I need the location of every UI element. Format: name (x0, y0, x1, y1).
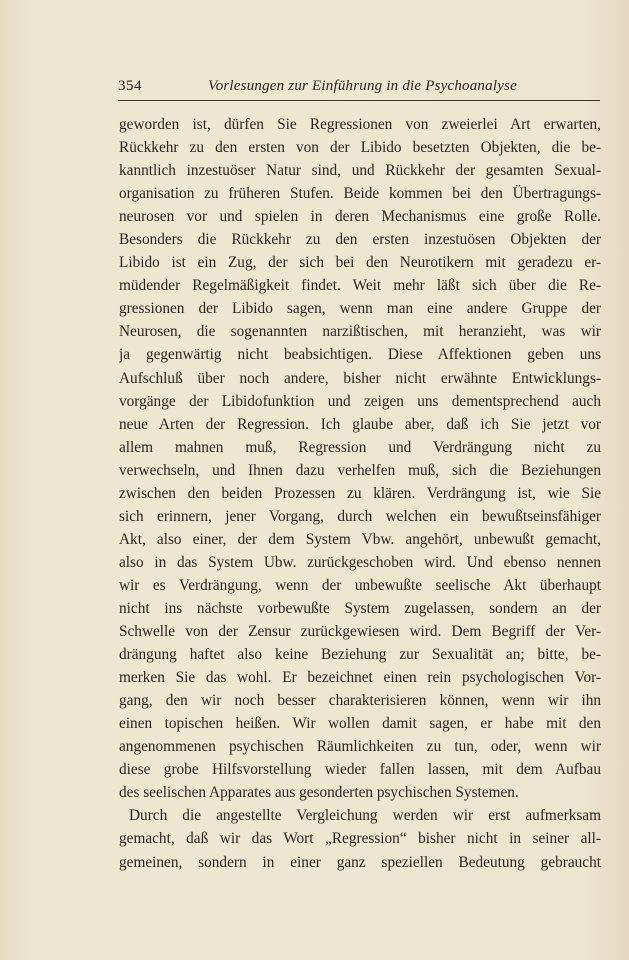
text-line: müdender Regelmäßigkeit findet. Weit mehr läßt sich über die Re- (119, 277, 601, 295)
text-line: Besonders die Rückkehr zu den ersten inzestuösen Objekten der (119, 231, 601, 249)
text-line: einen topischen heißen. Wir wollen damit sagen, er habe mit den (119, 715, 601, 733)
text-line: neurosen vor und spielen in deren Mechanismus eine große Rolle. (119, 208, 601, 226)
text-line: drängung haftet also keine Beziehung zur Sexualität an; bitte, be- (119, 646, 601, 664)
text-line: zwischen den beiden Prozessen zu klären. Verdrängung ist, wie Sie (119, 484, 601, 502)
text-line: organisation zu früheren Stufen. Beide kommen bei den Übertragungs- (119, 185, 601, 203)
text-line: Rückkehr zu den ersten von der Libido besetzten Objekten, die be- (119, 139, 601, 157)
text-line: kanntlich inzestuöser Natur sind, und Rückkehr der gesamten Sexual- (119, 162, 601, 180)
text-line: Libido ist ein Zug, der sich bei den Neurotikern mit geradezu er- (119, 254, 601, 272)
text-line: diese grobe Hilfsvorstellung wieder fallen lassen, mit dem Aufbau (119, 761, 601, 779)
text-line: Schwelle von der Zensur zurückgewiesen wird. Dem Begriff der Ver- (119, 623, 601, 641)
text-line: verwechseln, und Ihnen dazu verhelfen muß, sich die Beziehungen (119, 461, 601, 479)
text-line: Aufschluß über noch andere, bisher nicht erwähnte Entwicklungs- (119, 369, 601, 387)
text-line: Akt, also einer, der dem System Vbw. angehört, unbewußt gemacht, (119, 530, 601, 548)
text-line: allem mahnen muß, Regression und Verdrängung nicht zu (119, 438, 601, 456)
text-line: also in das System Ubw. zurückgeschoben wird. Und ebenso nennen (119, 553, 601, 571)
text-line: merken Sie das wohl. Er bezeichnet einen rein psychologischen Vor- (119, 669, 601, 687)
text-line: angenommenen psychischen Räumlichkeiten zu tun, oder, wenn wir (119, 738, 601, 756)
text-line: gressionen der Libido sagen, wenn man eine andere Gruppe der (119, 300, 601, 318)
text-line: Neurosen, die sogenannten narzißtischen, mit heranzieht, was wir (119, 323, 601, 341)
running-title: Vorlesungen zur Einführung in die Psychoanalyse (208, 78, 517, 94)
body-text (119, 113, 601, 874)
text-line: Durch die angestellte Vergleichung werden wir erst aufmerksam (129, 807, 601, 825)
text-line: wir es Verdrängung, wenn der unbewußte seelische Akt überhaupt (119, 576, 601, 594)
text-line: ja gegenwärtig nicht beabsichtigen. Diese Affektionen geben uns (119, 346, 601, 364)
page-number: 354 (118, 78, 142, 94)
text-line: gemacht, daß wir das Wort „Regression“ bisher nicht in seiner all- (119, 830, 601, 848)
page-header (118, 78, 600, 101)
text-line: neue Arten der Regression. Ich glaube aber, daß ich Sie jetzt vor (119, 415, 601, 433)
text-line: gang, den wir noch besser charakterisieren können, wenn wir ihn (119, 692, 601, 710)
text-line: gemeinen, sondern in einer ganz speziellen Bedeutung gebraucht (119, 853, 601, 871)
text-line: des seelischen Apparates aus gesonderten psychischen Systemen. (119, 784, 519, 802)
text-line: sich erinnern, jener Vorgang, durch welchen ein bewußtseinsfähiger (119, 507, 601, 525)
text-line: vorgänge der Libidofunktion und zeigen uns dementsprechend auch (119, 392, 601, 410)
text-line: geworden ist, dürfen Sie Regressionen von zweierlei Art erwarten, (119, 116, 601, 133)
text-line: nicht ins nächste vorbewußte System zugelassen, sondern an der (119, 599, 601, 617)
